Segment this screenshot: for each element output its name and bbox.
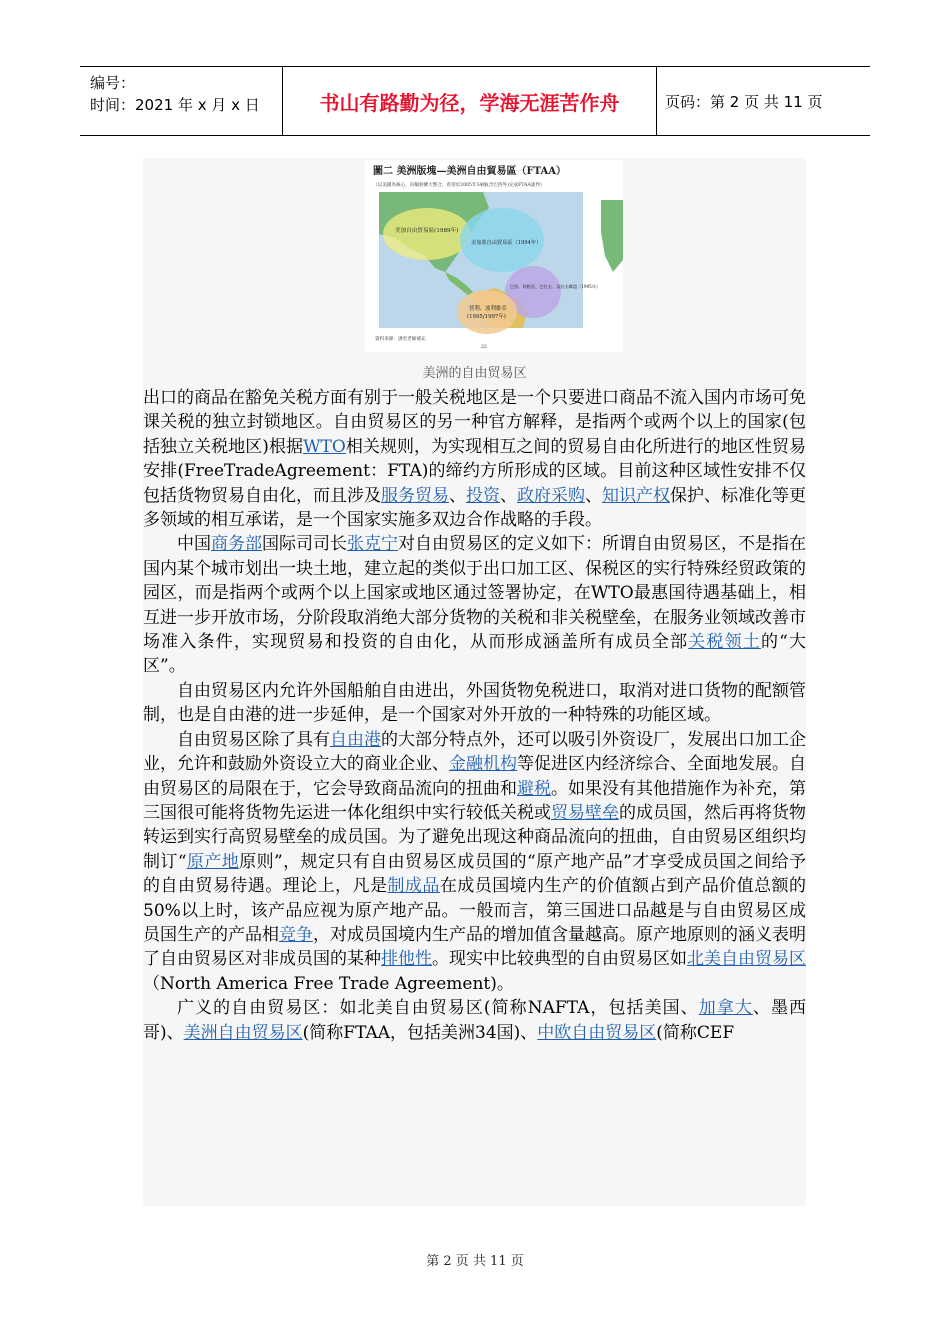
header-time: 时间：2021 年 x 月 x 日: [90, 96, 260, 114]
inline-link[interactable]: WTO: [303, 436, 346, 457]
label-mercosur: 巴西、阿根廷、巴拉圭、烏拉圭聯盟（1995年）: [510, 284, 601, 289]
paragraph-text: 、: [500, 485, 517, 506]
inline-link[interactable]: 北美自由贸易区: [687, 949, 806, 970]
paragraph-text: 。现实中比较典型的自由贸易区如: [432, 949, 687, 970]
paragraph-text: 对自由贸易区的定义如下：所谓自由贸易区，不是指在国内某个城市划出一块土地，建立起的类似于出口加工区、保税区的实行特殊经贸政策的园区，而是指两个或两个以上国家或地区通过签署协定，在WTO最惠国待遇基础上，相互进一步开放市场，分阶段取消绝大部分货物的关税和非关税壁垒，在服务业领域改善市场准入条件，实现贸易和投资的自由化，从而形成涵盖所有成员全部: [143, 534, 806, 653]
body-paragraph: [143, 679, 806, 728]
paragraph-text: 国际司司长: [262, 534, 347, 555]
inline-link[interactable]: 商务部: [211, 534, 262, 555]
nafta-region: [383, 208, 471, 260]
figure-title: 圖二 美洲版塊—美洲自由貿易區（FTAA）: [373, 166, 566, 177]
figure-caption: 美洲的自由贸易区: [422, 366, 527, 381]
label-chile: 智利、波利維亞: [469, 306, 507, 312]
americas-map-image: [365, 160, 623, 352]
header-page-number: 页码：第 2 页 共 11 页: [665, 92, 823, 111]
page-footer: 第 2 页 共 11 页: [426, 1254, 524, 1269]
paragraph-text: 广义的自由贸易区：如北美自由贸易区(简称NAFTA，包括美国、: [177, 998, 699, 1019]
body-paragraph: [143, 996, 806, 1045]
inline-link[interactable]: 避税: [517, 778, 551, 799]
page-header: [80, 66, 870, 136]
content-panel: [143, 158, 806, 1206]
paragraph-text: 在成员国境内生产的价值额占到产品价值总额的50%以上时，该产品应视为原产地产品。一般而言，第三国进口品越是与自由贸易区成员国生产的产品相: [143, 876, 807, 945]
paragraph-text: 。如果没有其他措施作为补充，第三国很可能将货物先运进一体化组织中实行较低关税或: [143, 778, 806, 823]
inline-link[interactable]: 自由港: [330, 729, 381, 750]
paragraph-text: 中国: [177, 534, 211, 555]
paragraph-text: 自由贸易区除了具有: [177, 729, 330, 750]
inline-link[interactable]: 关税领土: [688, 632, 761, 653]
paragraph-text: 出口的商品在豁免关税方面有别于一般关税地区是一个只要进口商品不流入国内市场可免课关税的独立封锁地区。自由贸易区的另一种官方解释，是指两个或两个以上的国家(包括独立关税地区)根据: [143, 388, 806, 457]
inline-link[interactable]: 张克宁: [347, 534, 398, 555]
inline-link[interactable]: 投资: [466, 485, 500, 506]
paragraph-text: 相关规则，为实现相互之间的贸易自由化所进行的地区性贸易安排(FreeTradeAgreement：FTA)的缔约方所形成的区域。目前这种区域性安排不仅包括货物贸易自由化，而且涉及: [143, 436, 807, 506]
inline-link[interactable]: 原产地: [186, 851, 240, 872]
inline-link[interactable]: 美洲自由贸易区: [183, 1022, 303, 1043]
inline-link[interactable]: 竞争: [279, 924, 313, 945]
inline-link[interactable]: 贸易壁垒: [551, 802, 619, 823]
body-paragraph: [143, 728, 806, 996]
paragraph-text: （North America Free Trade Agreement)。: [143, 973, 514, 994]
body-paragraph: [143, 386, 806, 532]
paragraph-text: 、: [449, 485, 466, 506]
inline-link[interactable]: 金融机构: [449, 754, 517, 775]
body-paragraph: [143, 532, 806, 678]
inline-link[interactable]: 加拿大: [698, 998, 753, 1019]
paragraph-text: 保护、标准化等更多领域的相互承诺，是一个国家实施多双边合作战略的手段。: [143, 485, 806, 531]
paragraph-text: ，对成员国境内生产品的增加值含量越高。原产地原则的涵义表明了自由贸易区对非成员国的某种: [143, 924, 806, 970]
label-chile-year: (1995/1997年): [467, 314, 506, 320]
paragraph-text: 的大部分特点外，还可以吸引外资设厂，发展出口加工企业，允许和鼓励外资设立大的商业企业、: [143, 729, 806, 775]
header-meta: [80, 67, 283, 135]
inline-link[interactable]: 排他性: [381, 949, 432, 970]
inline-link[interactable]: 服务贸易: [381, 485, 449, 506]
article-body: [143, 386, 806, 1045]
label-nafta: 美加自由貿易區(1989年): [395, 228, 459, 234]
ftaa-map-figure: [365, 160, 623, 352]
paragraph-text: 、墨西哥)、: [143, 998, 807, 1043]
paragraph-text: 、: [585, 485, 602, 506]
figure-page-number: 22: [481, 345, 487, 350]
inline-link[interactable]: 中欧自由贸易区: [537, 1022, 657, 1043]
inline-link[interactable]: 制成品: [387, 876, 440, 897]
paragraph-text: 自由贸易区内允许外国船舶自由进出，外国货物免税进口，取消对进口货物的配额管制，也是自由港的进一步延伸，是一个国家对外开放的一种特殊的功能区域。: [143, 680, 806, 726]
paragraph-text: (简称FTAA，包括美洲34国)、: [302, 1022, 538, 1043]
paragraph-text: 原则”，规定只有自由贸易区成员国的“原产地产品”才享受成员国之间给予的自由贸易待遇。理论上，凡是: [143, 851, 806, 897]
chile-bolivia-region: [457, 290, 517, 334]
inline-link[interactable]: 知识产权: [602, 485, 670, 506]
figure-source: 資料來源：課堂老師補充: [375, 337, 426, 342]
paragraph-text: 的“大区”。: [143, 632, 806, 677]
label-ca: 美加墨自由貿易區（1994年）: [471, 240, 542, 246]
header-motto: 书山有路勤为径，学海无涯苦作舟: [283, 67, 657, 135]
header-number: 编号：: [90, 74, 136, 92]
inline-link[interactable]: 政府采购: [517, 485, 585, 506]
paragraph-text: (简称CEF: [656, 1022, 735, 1043]
paragraph-text: 的成员国，然后再将货物转运到实行高贸易壁垒的成员国。为了避免出现这种商品流向的扭曲，自由贸易区组织均制订“: [143, 802, 806, 872]
figure-subtitle: （以美國為核心，向輻射擴大整合，希望於2005年34國(含巴西外)完成FTAA談判）: [373, 183, 545, 188]
paragraph-text: 等促进区内经济综合、全面地发展。自由贸易区的局限在于，它会导致商品流向的扭曲和: [143, 754, 806, 799]
